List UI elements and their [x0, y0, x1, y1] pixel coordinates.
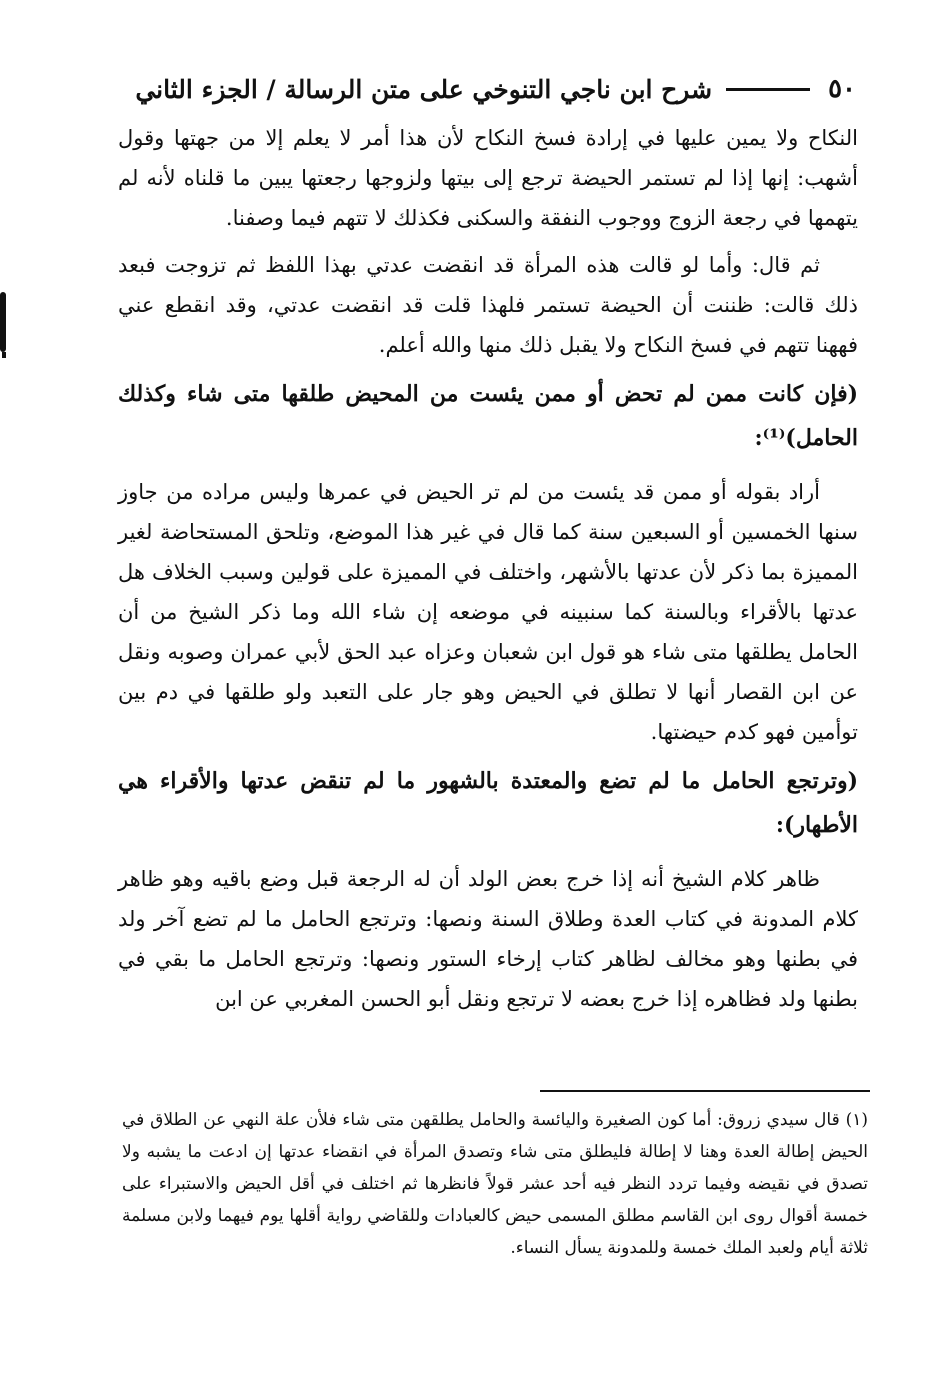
margin-binding-mark	[0, 292, 6, 352]
margin-binding-dot	[2, 352, 6, 358]
running-header	[96, 66, 856, 112]
matn-quote: (وترتجع الحامل ما لم تضع والمعتدة بالشهور ما لم تنقض عدتها والأقراء هي الأطهار):	[118, 768, 858, 838]
paragraph: ثم قال: وأما لو قالت هذه المرأة قد انقضت عدتي بهذا اللفظ ثم تزوجت فبعد ذلك قالت: ظننت أن الحيضة تستمر فلهذا قلت قد انقضت عدتي، وقد انقطع عني فههنا تتهم في فسخ النكاح ولا يقبل ذلك منها والله أعلم.	[118, 253, 858, 357]
paragraph: أراد بقوله أو ممن قد يئست من لم تر الحيض في عمرها وليس مراده من جاوز سنها الخمسين أو السبعين سنة كما قال في غير هذا الموضع، وتلحق المستحاضة لغير المميزة بما ذكر لأن عدتها بالأشهر، واختلف في المميزة على قولين وسبب الخلاف هل عدتها بالأقراء وبالسنة كما سنبينه في موضعه إن شاء الله وما ذكر الشيخ من أن الحامل يطلقها متى شاء هو قول ابن شعبان وعزاه عبد الحق لأبي عمران وصوبه ونقل عن ابن القصار أنها لا تطلق في الحيض وهو جار على التعبد ولو طلقها في دم بين توأمين فهو كدم حيضتها.	[118, 480, 858, 744]
running-title: شرح ابن ناجي التنوخي على متن الرسالة / الجزء الثاني	[135, 74, 713, 104]
main-text	[118, 118, 858, 1026]
footnotes	[122, 1104, 868, 1264]
footnote: (١) قال سيدي زروق: أما كون الصغيرة واليائسة والحامل يطلقهن متى شاء فلأن علة النهي عن الطلاق في الحيض إطالة العدة وهنا لا إطالة فليطلق متى شاء وتصدق المرأة في انقضاء عدتها إن ادعت ما يشبه ولا تصدق في نقيضه وفيما تردد النظر فيه أحد عشر قولاً فانظرها ثم اختلف في أقل الحيض والاستبراء على خمسة أقوال روى ابن القاسم مطلق المسمى حيض كالعبادات وللقاضي رواية أقلها يوم فيهما ولابن مسلمة ثلاثة أيام ولعبد الملك خمسة وللمدونة يسأل النساء.	[122, 1110, 868, 1258]
matn-quote: (فإن كانت ممن لم تحض أو ممن يئست من المحيض طلقها متى شاء وكذلك الحامل)⁽¹⁾:	[118, 381, 858, 451]
footnote-separator	[540, 1090, 870, 1092]
page-number: ٥٠	[828, 74, 856, 104]
header-rule	[726, 88, 810, 91]
paragraph: ظاهر كلام الشيخ أنه إذا خرج بعض الولد أن له الرجعة قبل وضع باقيه وهو ظاهر كلام المدونة في كتاب العدة وطلاق السنة ونصها: وترتجع الحامل ما لم تضع آخر ولد في بطنها وهو مخالف لظاهر كتاب إرخاء الستور ونصها: وترتجع الحامل ما بقي في بطنها ولد فظاهره إذا خرج بعضه لا ترتجع ونقل أبو الحسن المغربي عن ابن	[118, 867, 858, 1011]
paragraph: النكاح ولا يمين عليها في إرادة فسخ النكاح لأن هذا أمر لا يعلم إلا من جهتها وقول أشهب: إنها إذا لم تستمر الحيضة ترجع إلى بيتها ولزوجها رجعتها يبين ما قلناه لأنه لم يتهمها في رجعة الزوج ووجوب النفقة والسكنى فكذلك لا تتهم فيما وصفنا.	[118, 126, 858, 230]
